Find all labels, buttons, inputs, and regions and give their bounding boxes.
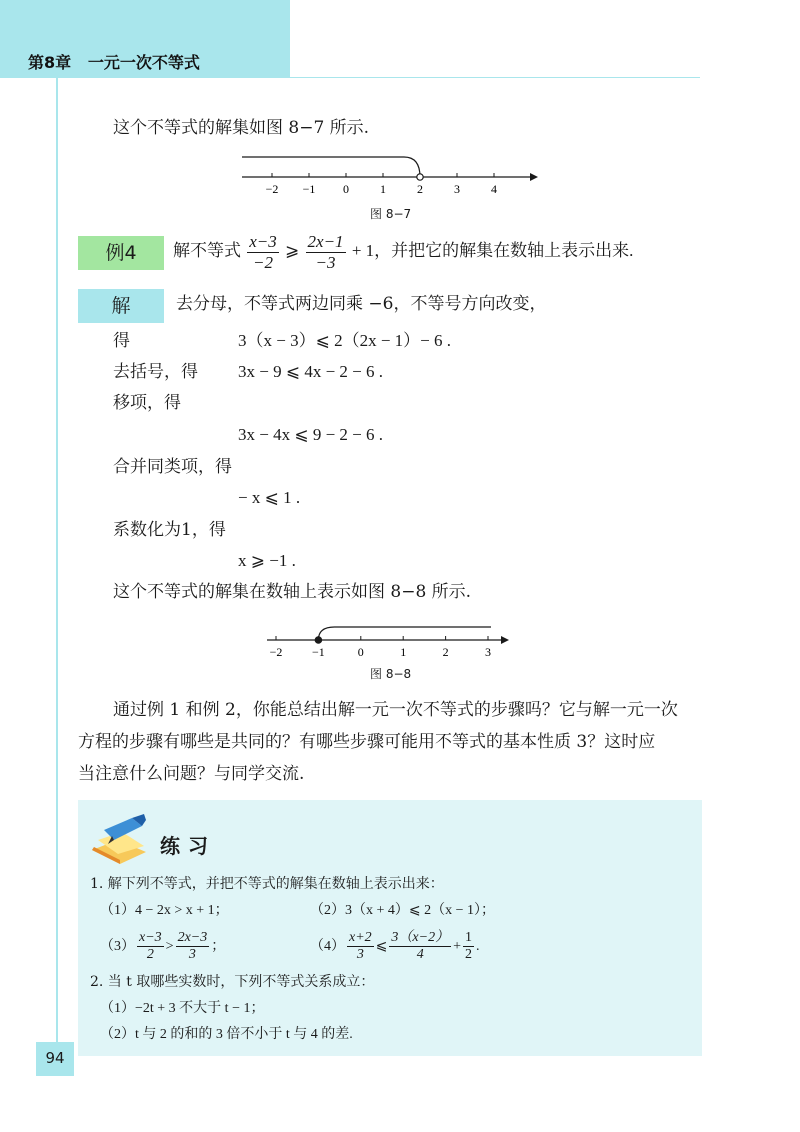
figure-8-7 (230, 150, 550, 200)
q1-3-relation: > (165, 938, 174, 954)
q1-4-fraction-1 (347, 930, 374, 963)
discussion-line-3: 当注意什么问题？与同学交流. (78, 764, 305, 784)
q1-4-f1-num: x+2 (347, 930, 374, 947)
ex4-f1-den: −2 (253, 252, 273, 272)
fig87-tick-label: 1 (380, 182, 386, 196)
exercise-q2: 2. 当 t 取哪些实数时，下列不等式关系成立： (90, 974, 375, 990)
exercise-q1-4 (310, 930, 479, 963)
chapter-title (28, 50, 200, 73)
book-pencil-icon (88, 812, 152, 866)
exercise-q1-2: （2）3（x + 4）⩽ 2（x − 1）； (310, 903, 496, 918)
example-4-problem (173, 232, 633, 272)
page-number: 94 (45, 1049, 65, 1067)
q1-3-fraction-1 (137, 930, 164, 963)
q1-3-f2-den: 3 (188, 947, 196, 963)
exercise-q1-3 (100, 930, 225, 963)
ex4-fraction-2 (306, 232, 346, 272)
fig88-tick-label: 2 (442, 645, 449, 659)
ex4-fraction-1 (247, 232, 279, 272)
discussion-line-2: 方程的步骤有哪些是共同的？有哪些步骤可能用不等式的基本性质 3？这时应 (78, 732, 656, 752)
q1-4-label: （4） (310, 938, 345, 954)
fig88-caption: 图 8−8 (370, 667, 412, 681)
q1-4-f3-den: 2 (464, 947, 472, 963)
figure-8-8 (255, 620, 525, 660)
fig87-arrow-icon (530, 173, 538, 181)
fig88-solution-ray (318, 627, 491, 640)
intro-line: 这个不等式的解集如图 8−7 所示. (113, 118, 370, 138)
fig88-tick-label: 1 (400, 645, 407, 659)
fig88-tick-label: −1 (312, 645, 325, 659)
q1-4-f2-den: 4 (416, 947, 424, 963)
ex4-prefix: 解不等式 (173, 240, 241, 260)
ex4-f2-num: 2x−1 (307, 232, 344, 251)
q1-4-relation: ⩽ (375, 938, 388, 954)
chapter-number: 第8章 (28, 53, 72, 72)
q1-4-fraction-2 (389, 930, 451, 963)
step-4-label: 合并同类项，得 (113, 457, 232, 477)
chapter-name: 一元一次不等式 (87, 53, 200, 72)
step-5-label: 系数化为1，得 (113, 520, 226, 540)
discussion-line-1: 通过例 1 和例 2，你能总结出解一元一次不等式的步骤吗？它与解一元一次 (113, 700, 678, 720)
q1-3-f1-den: 2 (146, 947, 154, 963)
ex4-relation: ⩾ (285, 240, 300, 260)
fig88-closed-point (315, 637, 321, 643)
exercise-q1: 1. 解下列不等式，并把不等式的解集在数轴上表示出来： (90, 876, 444, 892)
q1-4-f3-num: 1 (463, 930, 474, 947)
step-2-expr: 3x − 9 ⩽ 4x − 2 − 6 . (238, 362, 384, 381)
step-3-expr: 3x − 4x ⩽ 9 − 2 − 6 . (238, 425, 384, 444)
q1-4-plus: + (453, 938, 461, 954)
q1-3-label: （3） (100, 938, 135, 954)
fig88-tick-label: −2 (269, 645, 283, 659)
page-number-box (36, 1042, 74, 1076)
fig87-open-point (417, 174, 423, 180)
exercise-title: 练习 (160, 834, 216, 858)
fig87-tick-label: 2 (417, 182, 423, 196)
q1-4-end: . (475, 938, 480, 954)
fig87-tick-label: −2 (265, 182, 279, 196)
ex4-suffix: + 1，并把它的解集在数轴上表示出来. (351, 240, 634, 260)
fig88-tick-label: 0 (357, 645, 364, 659)
step-1-label: 得 (113, 331, 130, 351)
fig87-tick-label: 3 (454, 182, 460, 196)
q1-4-f1-den: 3 (356, 947, 364, 963)
step-2-label: 去括号，得 (113, 362, 198, 382)
solution-label: 解 (78, 289, 164, 323)
q1-3-f1-num: x−3 (137, 930, 164, 947)
step-5-expr: x ⩾ −1 . (238, 551, 296, 570)
fig88-tick-label: 3 (485, 645, 491, 659)
fig87-tick-label: 4 (491, 182, 497, 196)
fig87-tick-label: −1 (302, 182, 316, 196)
step-4-expr: − x ⩽ 1 . (238, 488, 301, 507)
q1-3-fraction-2 (176, 930, 210, 963)
step-3-label: 移项，得 (113, 393, 181, 413)
fig87-solution-ray (242, 157, 420, 177)
margin-rule (56, 78, 58, 1048)
fig88-arrow-icon (501, 636, 509, 644)
q1-3-f2-num: 2x−3 (176, 930, 210, 947)
header-rule (290, 77, 700, 78)
ex4-f2-den: −3 (315, 252, 336, 272)
exercise-q2-2: （2）t 与 2 的和的 3 倍不小于 t 与 4 的差. (100, 1027, 353, 1042)
solution-line-1: 去分母，不等式两边同乘 −6，不等号方向改变， (176, 294, 547, 314)
ex4-f1-num: x−3 (249, 232, 277, 251)
q1-3-end: ； (211, 938, 226, 954)
q1-4-f2-num: 3（x−2） (389, 930, 451, 947)
example-4-label: 例4 (78, 236, 164, 270)
solution-conclusion: 这个不等式的解集在数轴上表示如图 8−8 所示. (113, 582, 472, 602)
exercise-q1-1: （1）4 − 2x > x + 1； (100, 903, 229, 918)
exercise-q2-1: （1）−2t + 3 不大于 t − 1； (100, 1001, 265, 1016)
fig87-tick-label: 0 (343, 182, 349, 196)
q1-4-fraction-3 (463, 930, 474, 963)
step-1-expr: 3（x − 3）⩽ 2（2x − 1）− 6 . (238, 331, 452, 350)
fig87-caption: 图 8−7 (370, 207, 412, 221)
